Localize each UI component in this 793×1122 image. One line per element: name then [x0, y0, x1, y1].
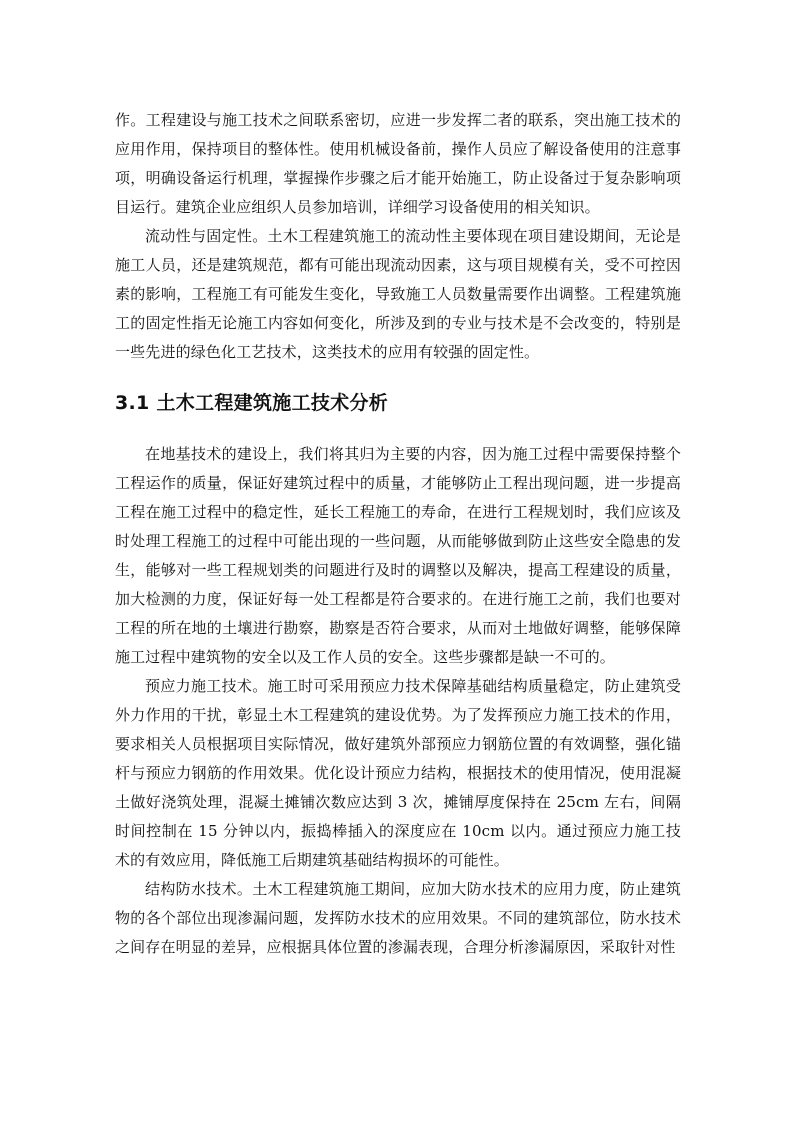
- paragraph-continuation: 作。工程建设与施工技术之间联系密切，应进一步发挥二者的联系，突出施工技术的应用作用，保持项目的整体性。使用机械设备前，操作人员应了解设备使用的注意事项，明确设备运行机理，掌握操作步骤之后才能开始施工，防止设备过于复杂影响项目运行。建筑企业应组织人员参加培训，详细学习设备使用的相关知识。: [115, 111, 681, 216]
- paragraph-waterproof-technology: 结构防水技术。土木工程建筑施工期间，应加大防水技术的应用力度，防止建筑物的各个部位出现渗漏问题，发挥防水技术的应用效果。不同的建筑部位，防水技术之间存在明显的差异，应根据具体位置的渗漏表现，合理分析渗漏原因，采取针对性: [115, 880, 681, 956]
- document-body: [115, 106, 681, 962]
- paragraph-foundation-technology: 在地基技术的建设上，我们将其归为主要的内容，因为施工过程中需要保持整个工程运作的质量，保证好建筑过程中的质量，才能够防止工程出现问题，进一步提高工程在施工过程中的稳定性，延长工程施工的寿命，在进行工程规划时，我们应该及时处理工程施工的过程中可能出现的一些问题，从而能够做到防止这些安全隐患的发生，能够对一些工程规划类的问题进行及时的调整以及解决，提高工程建设的质量，加大检测的力度，保证好每一处工程都是符合要求的。在进行施工之前，我们也要对工程的所在地的土壤进行勘察，勘察是否符合要求，从而对土地做好调整，能够保障施工过程中建筑物的安全以及工作人员的安全。这些步骤都是缺一不可的。: [115, 445, 681, 666]
- paragraph-mobility-fixity: 流动性与固定性。土木工程建筑施工的流动性主要体现在项目建设期间，无论是施工人员，还是建筑规范，都有可能出现流动因素，这与项目规模有关，受不可控因素的影响，工程施工有可能发生变化，导致施工人员数量需要作出调整。工程建筑施工的固定性指无论施工内容如何变化，所涉及到的专业与技术是不会改变的，特别是一些先进的绿色化工艺技术，这类技术的应用有较强的固定性。: [115, 227, 681, 361]
- section-heading: 3.1 土木工程建筑施工技术分析: [115, 392, 389, 414]
- paragraph-prestress-technology: 预应力施工技术。施工时可采用预应力技术保障基础结构质量稳定，防止建筑受外力作用的干扰，彰显土木工程建筑的建设优势。为了发挥预应力施工技术的作用，要求相关人员根据项目实际情况，做好建筑外部预应力钢筋位置的有效调整，强化锚杆与预应力钢筋的作用效果。优化设计预应力结构，根据技术的使用情况，使用混凝土做好浇筑处理，混凝土摊铺次数应达到 3 次，摊铺厚度保持在 25cm 左右，间隔时间控制在 15 分钟以内，振捣棒插入的深度应在 10cm 以内。通过预应力施工技术的有效应用，降低施工后期建筑基础结构损坏的可能性。: [115, 677, 681, 869]
